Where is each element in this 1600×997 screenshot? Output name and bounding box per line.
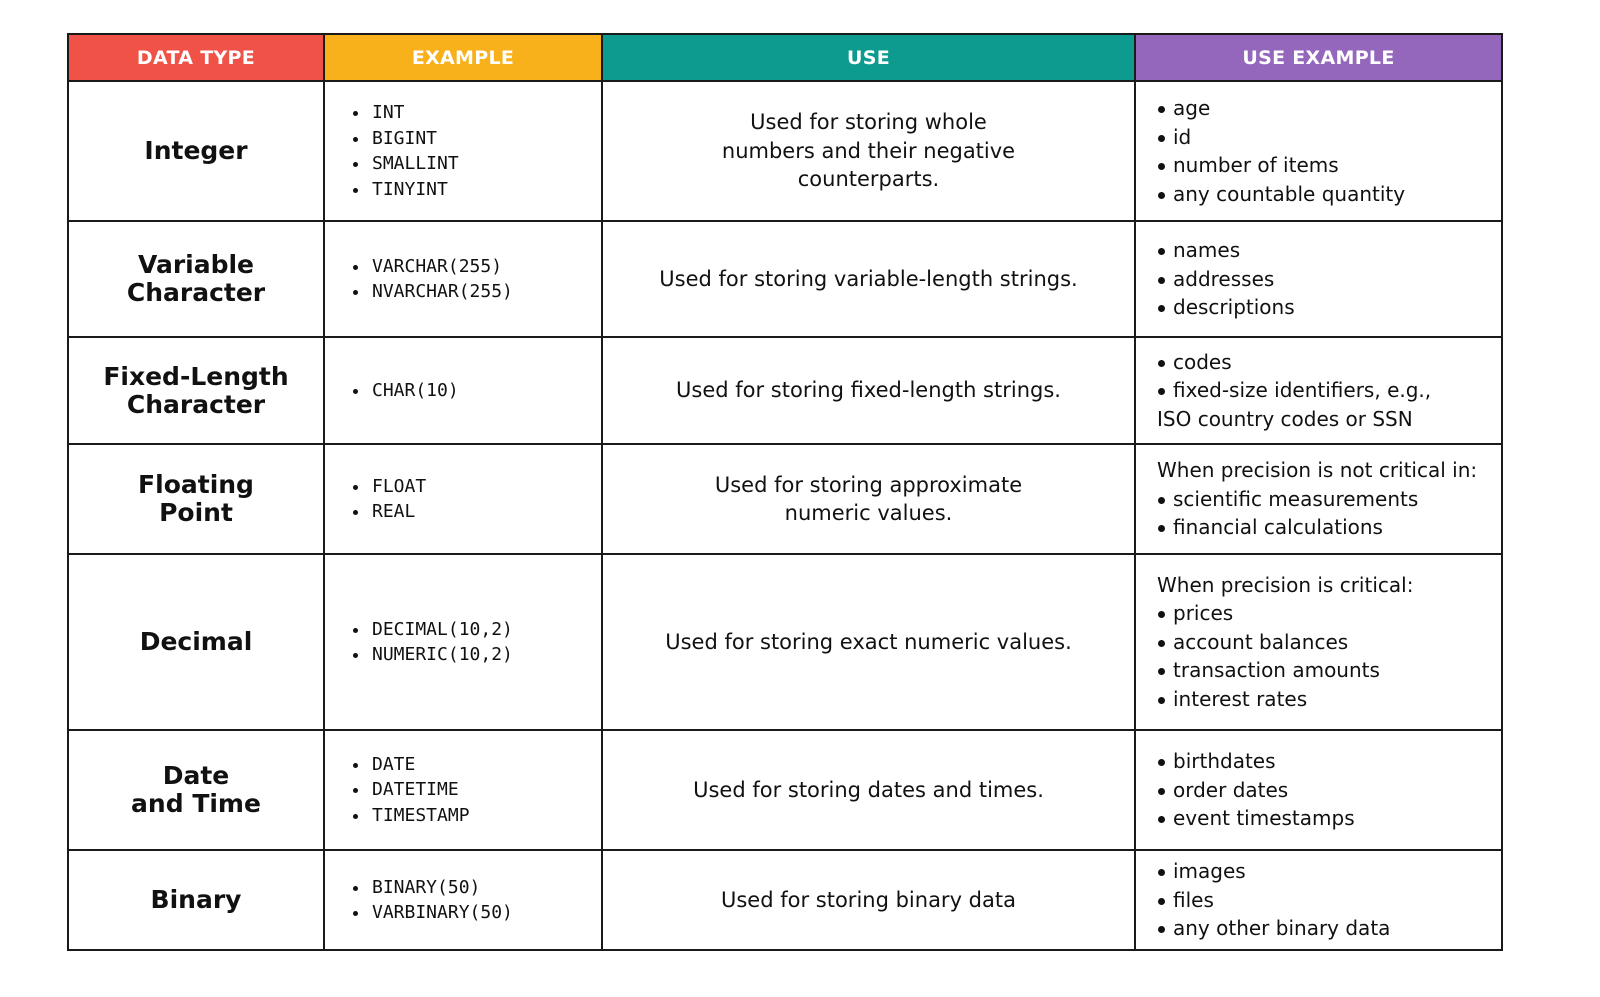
example-list xyxy=(351,100,601,202)
use-example-item: files xyxy=(1157,886,1493,915)
example-item: TINYINT xyxy=(351,177,601,203)
use-cell: Used for storing variable-length strings. xyxy=(602,221,1135,337)
example-cell xyxy=(324,337,602,444)
use-example-item: age xyxy=(1157,94,1493,123)
use-example-item: order dates xyxy=(1157,776,1493,805)
use-example-list xyxy=(1157,94,1493,208)
data-type-cell xyxy=(68,730,324,850)
use-example-item: descriptions xyxy=(1157,293,1493,322)
data-type-cell xyxy=(68,554,324,730)
data-type-label-line: Floating xyxy=(138,470,254,499)
example-item: DATETIME xyxy=(351,777,601,803)
use-example-item: names xyxy=(1157,236,1493,265)
data-type-label: Binary xyxy=(150,885,242,914)
data-type-label-line: Point xyxy=(159,498,233,527)
use-cell: Used for storing whole numbers and their negative counterparts. xyxy=(602,81,1135,221)
use-example-intro: When precision is critical: xyxy=(1157,572,1414,597)
data-type-cell xyxy=(68,221,324,337)
example-item: VARCHAR(255) xyxy=(351,254,601,280)
use-example-cell xyxy=(1135,730,1502,850)
use-example-item: fixed-size identifiers, e.g., xyxy=(1157,376,1493,405)
data-type-label: Integer xyxy=(144,136,248,165)
example-list xyxy=(351,617,601,668)
example-item: FLOAT xyxy=(351,474,601,500)
table-row-date-and-time xyxy=(68,730,1502,850)
use-example-item: account balances xyxy=(1157,628,1493,657)
example-item: VARBINARY(50) xyxy=(351,900,601,926)
example-list xyxy=(351,875,601,926)
example-item: CHAR(10) xyxy=(351,378,601,404)
use-example-item: any countable quantity xyxy=(1157,180,1493,209)
example-item: NVARCHAR(255) xyxy=(351,279,601,305)
example-item: NUMERIC(10,2) xyxy=(351,642,601,668)
use-example-list xyxy=(1157,485,1493,542)
data-type-label-line: Fixed-Length xyxy=(103,361,289,391)
table-row-decimal xyxy=(68,554,1502,730)
data-type-cell xyxy=(68,337,324,444)
data-type-label-line: Date xyxy=(162,761,230,790)
example-list xyxy=(351,378,601,404)
use-example-continuation: ISO country codes or SSN xyxy=(1157,406,1413,431)
use-example-cell xyxy=(1135,337,1502,444)
data-type-cell xyxy=(68,850,324,950)
example-item: TIMESTAMP xyxy=(351,803,601,829)
example-cell xyxy=(324,850,602,950)
example-list xyxy=(351,254,601,305)
example-list xyxy=(351,474,601,525)
header-data-type: DATA TYPE xyxy=(68,34,324,81)
use-example-item: event timestamps xyxy=(1157,804,1493,833)
example-cell xyxy=(324,81,602,221)
use-example-item: financial calculations xyxy=(1157,513,1493,542)
header-use-example: USE EXAMPLE xyxy=(1135,34,1502,81)
use-cell: Used for storing binary data xyxy=(602,850,1135,950)
example-item: INT xyxy=(351,100,601,126)
use-example-cell xyxy=(1135,81,1502,221)
use-example-item: prices xyxy=(1157,599,1493,628)
use-example-item: images xyxy=(1157,857,1493,886)
data-type-label-line: and Time xyxy=(131,789,261,818)
example-item: DECIMAL(10,2) xyxy=(351,617,601,643)
use-example-list xyxy=(1157,857,1493,943)
use-example-item: number of items xyxy=(1157,151,1493,180)
example-cell xyxy=(324,730,602,850)
use-example-cell xyxy=(1135,221,1502,337)
use-example-item: birthdates xyxy=(1157,747,1493,776)
use-example-item: id xyxy=(1157,123,1493,152)
example-cell xyxy=(324,221,602,337)
use-example-list xyxy=(1157,236,1493,322)
header-row xyxy=(68,34,1502,81)
use-cell: Used for storing dates and times. xyxy=(602,730,1135,850)
example-item: BIGINT xyxy=(351,126,601,152)
use-example-list xyxy=(1157,599,1493,713)
table-row-integer xyxy=(68,81,1502,221)
table-row-floating-point xyxy=(68,444,1502,554)
data-type-label-line: Variable xyxy=(137,250,255,279)
use-cell: Used for storing fixed-length strings. xyxy=(602,337,1135,444)
use-example-list xyxy=(1157,348,1493,405)
use-example-item: interest rates xyxy=(1157,685,1493,714)
table-row-fixed-length-character xyxy=(68,337,1502,444)
header-example: EXAMPLE xyxy=(324,34,602,81)
example-item: BINARY(50) xyxy=(351,875,601,901)
example-list xyxy=(351,752,601,829)
use-example-cell xyxy=(1135,850,1502,950)
use-example-cell xyxy=(1135,444,1502,554)
example-cell xyxy=(324,554,602,730)
data-type-cell xyxy=(68,444,324,554)
sql-data-types-table xyxy=(67,33,1503,951)
table-row-binary xyxy=(68,850,1502,950)
use-cell: Used for storing approximate numeric values. xyxy=(602,444,1135,554)
data-type-label-line: Character xyxy=(126,389,266,419)
use-example-item: codes xyxy=(1157,348,1493,377)
example-item: DATE xyxy=(351,752,601,778)
data-type-label-line: Character xyxy=(126,278,266,307)
example-cell xyxy=(324,444,602,554)
use-cell: Used for storing exact numeric values. xyxy=(602,554,1135,730)
header-use: USE xyxy=(602,34,1135,81)
table-row-variable-character xyxy=(68,221,1502,337)
example-item: SMALLINT xyxy=(351,151,601,177)
data-type-label: Decimal xyxy=(139,627,253,656)
use-example-item: transaction amounts xyxy=(1157,656,1493,685)
use-example-list xyxy=(1157,747,1493,833)
data-type-cell xyxy=(68,81,324,221)
use-example-item: scientific measurements xyxy=(1157,485,1493,514)
use-example-intro: When precision is not critical in: xyxy=(1157,458,1478,483)
use-example-cell xyxy=(1135,554,1502,730)
use-example-item: any other binary data xyxy=(1157,914,1493,943)
use-example-item: addresses xyxy=(1157,265,1493,294)
example-item: REAL xyxy=(351,499,601,525)
